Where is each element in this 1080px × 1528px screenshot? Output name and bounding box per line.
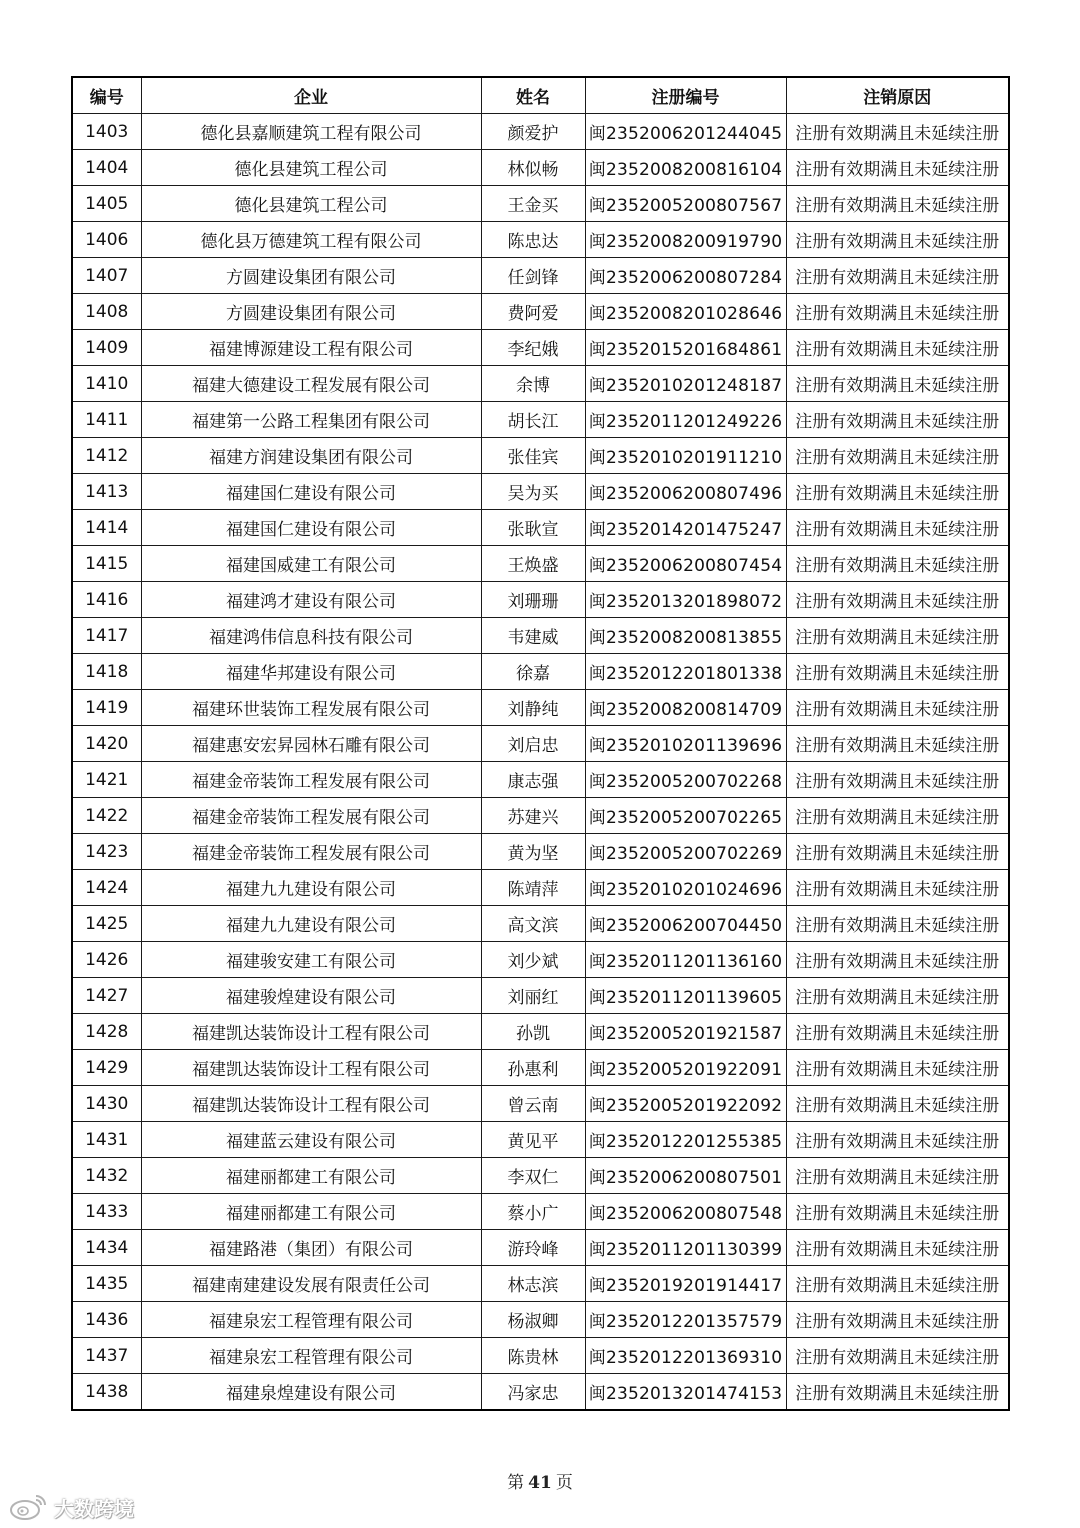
cell-company: 福建国威建工有限公司 xyxy=(141,546,481,582)
table-row xyxy=(72,1374,1009,1411)
cell-company: 福建骏煌建设有限公司 xyxy=(141,978,481,1014)
cell-reg-no: 闽2352011201249226 xyxy=(585,402,786,438)
cell-no: 1438 xyxy=(72,1374,141,1411)
cell-reason: 注册有效期满且未延续注册 xyxy=(786,582,1009,618)
cell-reason: 注册有效期满且未延续注册 xyxy=(786,294,1009,330)
cell-reg-no: 闽2352005201922091 xyxy=(585,1050,786,1086)
cell-name: 曾云南 xyxy=(481,1086,585,1122)
cell-name: 杨淑卿 xyxy=(481,1302,585,1338)
cell-reg-no: 闽2352005200702265 xyxy=(585,798,786,834)
cell-reg-no: 闽2352005200702268 xyxy=(585,762,786,798)
cell-reg-no: 闽2352006200807501 xyxy=(585,1158,786,1194)
cell-name: 黄见平 xyxy=(481,1122,585,1158)
cell-reg-no: 闽2352013201474153 xyxy=(585,1374,786,1411)
table-row xyxy=(72,1266,1009,1302)
table-row xyxy=(72,1302,1009,1338)
cell-reg-no: 闽2352005201922092 xyxy=(585,1086,786,1122)
cell-company: 福建凯达装饰设计工程有限公司 xyxy=(141,1014,481,1050)
cell-no: 1410 xyxy=(72,366,141,402)
cell-reg-no: 闽2352008201028646 xyxy=(585,294,786,330)
table-row xyxy=(72,150,1009,186)
cell-no: 1435 xyxy=(72,1266,141,1302)
cell-company: 福建华邦建设有限公司 xyxy=(141,654,481,690)
cell-reason: 注册有效期满且未延续注册 xyxy=(786,258,1009,294)
cell-reg-no: 闽2352010201248187 xyxy=(585,366,786,402)
cell-reg-no: 闽2352013201898072 xyxy=(585,582,786,618)
table-row xyxy=(72,366,1009,402)
cell-company: 德化县建筑工程公司 xyxy=(141,150,481,186)
cell-company: 福建国仁建设有限公司 xyxy=(141,510,481,546)
cell-no: 1412 xyxy=(72,438,141,474)
cell-name: 刘启忠 xyxy=(481,726,585,762)
cell-company: 德化县建筑工程公司 xyxy=(141,186,481,222)
page-number-value: 41 xyxy=(528,1473,552,1493)
cell-reg-no: 闽2352008200919790 xyxy=(585,222,786,258)
cell-company: 福建丽都建工有限公司 xyxy=(141,1158,481,1194)
cell-reason: 注册有效期满且未延续注册 xyxy=(786,834,1009,870)
table-row xyxy=(72,1158,1009,1194)
cell-reason: 注册有效期满且未延续注册 xyxy=(786,1338,1009,1374)
table-row xyxy=(72,870,1009,906)
cell-company: 福建方润建设集团有限公司 xyxy=(141,438,481,474)
cell-reason: 注册有效期满且未延续注册 xyxy=(786,438,1009,474)
cell-name: 林似畅 xyxy=(481,150,585,186)
table-row xyxy=(72,186,1009,222)
cell-reason: 注册有效期满且未延续注册 xyxy=(786,474,1009,510)
watermark-text: 大数跨境 xyxy=(54,1496,134,1521)
cell-reason: 注册有效期满且未延续注册 xyxy=(786,546,1009,582)
watermark xyxy=(8,1492,134,1522)
cell-no: 1422 xyxy=(72,798,141,834)
cell-reason: 注册有效期满且未延续注册 xyxy=(786,726,1009,762)
cell-name: 张耿宣 xyxy=(481,510,585,546)
cell-company: 福建骏安建工有限公司 xyxy=(141,942,481,978)
cell-company: 福建九九建设有限公司 xyxy=(141,870,481,906)
table-row xyxy=(72,1338,1009,1374)
cell-reason: 注册有效期满且未延续注册 xyxy=(786,870,1009,906)
cell-name: 刘珊珊 xyxy=(481,582,585,618)
cell-no: 1425 xyxy=(72,906,141,942)
cell-company: 福建泉宏工程管理有限公司 xyxy=(141,1302,481,1338)
header-no: 编号 xyxy=(72,77,141,114)
cell-reason: 注册有效期满且未延续注册 xyxy=(786,366,1009,402)
cell-reason: 注册有效期满且未延续注册 xyxy=(786,1086,1009,1122)
cell-company: 福建鸿伟信息科技有限公司 xyxy=(141,618,481,654)
cell-reg-no: 闽2352008200814709 xyxy=(585,690,786,726)
table-row xyxy=(72,1194,1009,1230)
cell-reg-no: 闽2352006201244045 xyxy=(585,114,786,150)
cell-reg-no: 闽2352005200702269 xyxy=(585,834,786,870)
weibo-logo-icon xyxy=(8,1492,48,1522)
cell-company: 福建凯达装饰设计工程有限公司 xyxy=(141,1050,481,1086)
cell-company: 福建第一公路工程集团有限公司 xyxy=(141,402,481,438)
cell-no: 1431 xyxy=(72,1122,141,1158)
cell-reg-no: 闽2352019201914417 xyxy=(585,1266,786,1302)
cell-name: 吴为买 xyxy=(481,474,585,510)
cell-name: 陈忠达 xyxy=(481,222,585,258)
cell-company: 福建金帝装饰工程发展有限公司 xyxy=(141,834,481,870)
cell-reason: 注册有效期满且未延续注册 xyxy=(786,762,1009,798)
table-row xyxy=(72,906,1009,942)
cell-company: 德化县万德建筑工程有限公司 xyxy=(141,222,481,258)
cell-company: 福建丽都建工有限公司 xyxy=(141,1194,481,1230)
cell-reason: 注册有效期满且未延续注册 xyxy=(786,114,1009,150)
cell-reg-no: 闽2352012201255385 xyxy=(585,1122,786,1158)
cell-reason: 注册有效期满且未延续注册 xyxy=(786,510,1009,546)
cell-name: 任剑锋 xyxy=(481,258,585,294)
page-suffix: 页 xyxy=(555,1473,573,1493)
cell-reg-no: 闽2352011201139605 xyxy=(585,978,786,1014)
cell-no: 1416 xyxy=(72,582,141,618)
cell-reason: 注册有效期满且未延续注册 xyxy=(786,798,1009,834)
cell-reason: 注册有效期满且未延续注册 xyxy=(786,402,1009,438)
table-row xyxy=(72,618,1009,654)
cell-no: 1421 xyxy=(72,762,141,798)
cell-no: 1404 xyxy=(72,150,141,186)
cell-no: 1413 xyxy=(72,474,141,510)
cell-company: 福建金帝装饰工程发展有限公司 xyxy=(141,762,481,798)
cell-no: 1405 xyxy=(72,186,141,222)
cell-reason: 注册有效期满且未延续注册 xyxy=(786,1266,1009,1302)
header-reason: 注销原因 xyxy=(786,77,1009,114)
cell-reg-no: 闽2352006200807496 xyxy=(585,474,786,510)
cell-reg-no: 闽2352010201911210 xyxy=(585,438,786,474)
cell-company: 方圆建设集团有限公司 xyxy=(141,258,481,294)
cell-no: 1433 xyxy=(72,1194,141,1230)
table-row xyxy=(72,1050,1009,1086)
registration-table xyxy=(71,76,1010,1411)
cell-reg-no: 闽2352005201921587 xyxy=(585,1014,786,1050)
cell-company: 方圆建设集团有限公司 xyxy=(141,294,481,330)
cell-reason: 注册有效期满且未延续注册 xyxy=(786,222,1009,258)
cell-company: 福建大德建设工程发展有限公司 xyxy=(141,366,481,402)
cell-reg-no: 闽2352015201684861 xyxy=(585,330,786,366)
cell-reason: 注册有效期满且未延续注册 xyxy=(786,942,1009,978)
cell-no: 1427 xyxy=(72,978,141,1014)
table-row xyxy=(72,222,1009,258)
cell-reg-no: 闽2352012201369310 xyxy=(585,1338,786,1374)
cell-reason: 注册有效期满且未延续注册 xyxy=(786,1014,1009,1050)
table-row xyxy=(72,1122,1009,1158)
cell-reason: 注册有效期满且未延续注册 xyxy=(786,978,1009,1014)
cell-reason: 注册有效期满且未延续注册 xyxy=(786,690,1009,726)
cell-company: 福建泉宏工程管理有限公司 xyxy=(141,1338,481,1374)
cell-name: 余博 xyxy=(481,366,585,402)
cell-name: 王焕盛 xyxy=(481,546,585,582)
table-row xyxy=(72,438,1009,474)
cell-no: 1414 xyxy=(72,510,141,546)
cell-name: 胡长江 xyxy=(481,402,585,438)
cell-name: 孙惠利 xyxy=(481,1050,585,1086)
cell-reg-no: 闽2352010201024696 xyxy=(585,870,786,906)
cell-no: 1428 xyxy=(72,1014,141,1050)
cell-reason: 注册有效期满且未延续注册 xyxy=(786,654,1009,690)
table-row xyxy=(72,582,1009,618)
cell-reason: 注册有效期满且未延续注册 xyxy=(786,1374,1009,1411)
cell-name: 刘少斌 xyxy=(481,942,585,978)
cell-no: 1408 xyxy=(72,294,141,330)
table-row xyxy=(72,114,1009,150)
table-row xyxy=(72,1230,1009,1266)
cell-reg-no: 闽2352005200807567 xyxy=(585,186,786,222)
cell-reason: 注册有效期满且未延续注册 xyxy=(786,1230,1009,1266)
cell-reg-no: 闽2352014201475247 xyxy=(585,510,786,546)
table-row xyxy=(72,402,1009,438)
page-number xyxy=(0,1468,1080,1493)
table-row xyxy=(72,654,1009,690)
cell-name: 李双仁 xyxy=(481,1158,585,1194)
cell-reason: 注册有效期满且未延续注册 xyxy=(786,618,1009,654)
cell-no: 1420 xyxy=(72,726,141,762)
cell-reg-no: 闽2352006200807454 xyxy=(585,546,786,582)
cell-name: 徐嘉 xyxy=(481,654,585,690)
cell-no: 1409 xyxy=(72,330,141,366)
cell-name: 蔡小广 xyxy=(481,1194,585,1230)
cell-name: 高文滨 xyxy=(481,906,585,942)
cell-company: 福建九九建设有限公司 xyxy=(141,906,481,942)
cell-name: 费阿爱 xyxy=(481,294,585,330)
cell-no: 1434 xyxy=(72,1230,141,1266)
cell-company: 德化县嘉顺建筑工程有限公司 xyxy=(141,114,481,150)
header-name: 姓名 xyxy=(481,77,585,114)
cell-reason: 注册有效期满且未延续注册 xyxy=(786,330,1009,366)
table-row xyxy=(72,330,1009,366)
cell-name: 康志强 xyxy=(481,762,585,798)
cell-reason: 注册有效期满且未延续注册 xyxy=(786,906,1009,942)
cell-no: 1418 xyxy=(72,654,141,690)
cell-company: 福建南建建设发展有限责任公司 xyxy=(141,1266,481,1302)
cell-name: 颜爱护 xyxy=(481,114,585,150)
cell-company: 福建路港（集团）有限公司 xyxy=(141,1230,481,1266)
cell-company: 福建博源建设工程有限公司 xyxy=(141,330,481,366)
table-row xyxy=(72,510,1009,546)
cell-no: 1403 xyxy=(72,114,141,150)
page-prefix: 第 xyxy=(507,1473,525,1493)
cell-reason: 注册有效期满且未延续注册 xyxy=(786,1194,1009,1230)
cell-no: 1407 xyxy=(72,258,141,294)
table-row xyxy=(72,258,1009,294)
cell-name: 陈贵林 xyxy=(481,1338,585,1374)
cell-name: 陈靖萍 xyxy=(481,870,585,906)
table-row xyxy=(72,474,1009,510)
cell-reg-no: 闽2352012201357579 xyxy=(585,1302,786,1338)
table-row xyxy=(72,294,1009,330)
cell-name: 李纪娥 xyxy=(481,330,585,366)
cell-reg-no: 闽2352011201130399 xyxy=(585,1230,786,1266)
table-row xyxy=(72,762,1009,798)
cell-name: 黄为坚 xyxy=(481,834,585,870)
table-row xyxy=(72,546,1009,582)
table-row xyxy=(72,726,1009,762)
cell-no: 1429 xyxy=(72,1050,141,1086)
cell-no: 1417 xyxy=(72,618,141,654)
cell-no: 1426 xyxy=(72,942,141,978)
cell-reg-no: 闽2352008200813855 xyxy=(585,618,786,654)
cell-no: 1415 xyxy=(72,546,141,582)
cell-name: 韦建威 xyxy=(481,618,585,654)
cell-reg-no: 闽2352012201801338 xyxy=(585,654,786,690)
cell-name: 张佳宾 xyxy=(481,438,585,474)
cell-company: 福建金帝装饰工程发展有限公司 xyxy=(141,798,481,834)
table-row xyxy=(72,690,1009,726)
cell-no: 1436 xyxy=(72,1302,141,1338)
cell-reg-no: 闽2352006200807284 xyxy=(585,258,786,294)
cell-reason: 注册有效期满且未延续注册 xyxy=(786,1050,1009,1086)
cell-reason: 注册有效期满且未延续注册 xyxy=(786,1122,1009,1158)
table-row xyxy=(72,978,1009,1014)
cell-company: 福建凯达装饰设计工程有限公司 xyxy=(141,1086,481,1122)
cell-no: 1406 xyxy=(72,222,141,258)
cell-no: 1432 xyxy=(72,1158,141,1194)
cell-no: 1430 xyxy=(72,1086,141,1122)
table-header-row xyxy=(72,77,1009,114)
cell-company: 福建国仁建设有限公司 xyxy=(141,474,481,510)
cell-no: 1424 xyxy=(72,870,141,906)
cell-reason: 注册有效期满且未延续注册 xyxy=(786,186,1009,222)
cell-name: 冯家忠 xyxy=(481,1374,585,1411)
cell-name: 游玲峰 xyxy=(481,1230,585,1266)
header-reg-no: 注册编号 xyxy=(585,77,786,114)
table-row xyxy=(72,1086,1009,1122)
cell-company: 福建蓝云建设有限公司 xyxy=(141,1122,481,1158)
cell-reg-no: 闽2352011201136160 xyxy=(585,942,786,978)
cell-company: 福建鸿才建设有限公司 xyxy=(141,582,481,618)
cell-name: 孙凯 xyxy=(481,1014,585,1050)
cell-company: 福建惠安宏昇园林石雕有限公司 xyxy=(141,726,481,762)
cell-reason: 注册有效期满且未延续注册 xyxy=(786,1158,1009,1194)
table-row xyxy=(72,798,1009,834)
cell-no: 1419 xyxy=(72,690,141,726)
cell-reason: 注册有效期满且未延续注册 xyxy=(786,1302,1009,1338)
cell-name: 林志滨 xyxy=(481,1266,585,1302)
cell-no: 1411 xyxy=(72,402,141,438)
cell-name: 刘丽红 xyxy=(481,978,585,1014)
cell-reg-no: 闽2352006200704450 xyxy=(585,906,786,942)
cell-name: 王金买 xyxy=(481,186,585,222)
table-row xyxy=(72,834,1009,870)
cell-reg-no: 闽2352010201139696 xyxy=(585,726,786,762)
cell-no: 1437 xyxy=(72,1338,141,1374)
cell-reg-no: 闽2352008200816104 xyxy=(585,150,786,186)
cell-no: 1423 xyxy=(72,834,141,870)
table-row xyxy=(72,942,1009,978)
table-row xyxy=(72,1014,1009,1050)
cell-reason: 注册有效期满且未延续注册 xyxy=(786,150,1009,186)
cell-name: 刘静纯 xyxy=(481,690,585,726)
cell-name: 苏建兴 xyxy=(481,798,585,834)
header-company: 企业 xyxy=(141,77,481,114)
cell-company: 福建环世装饰工程发展有限公司 xyxy=(141,690,481,726)
cell-reg-no: 闽2352006200807548 xyxy=(585,1194,786,1230)
cell-company: 福建泉煌建设有限公司 xyxy=(141,1374,481,1411)
